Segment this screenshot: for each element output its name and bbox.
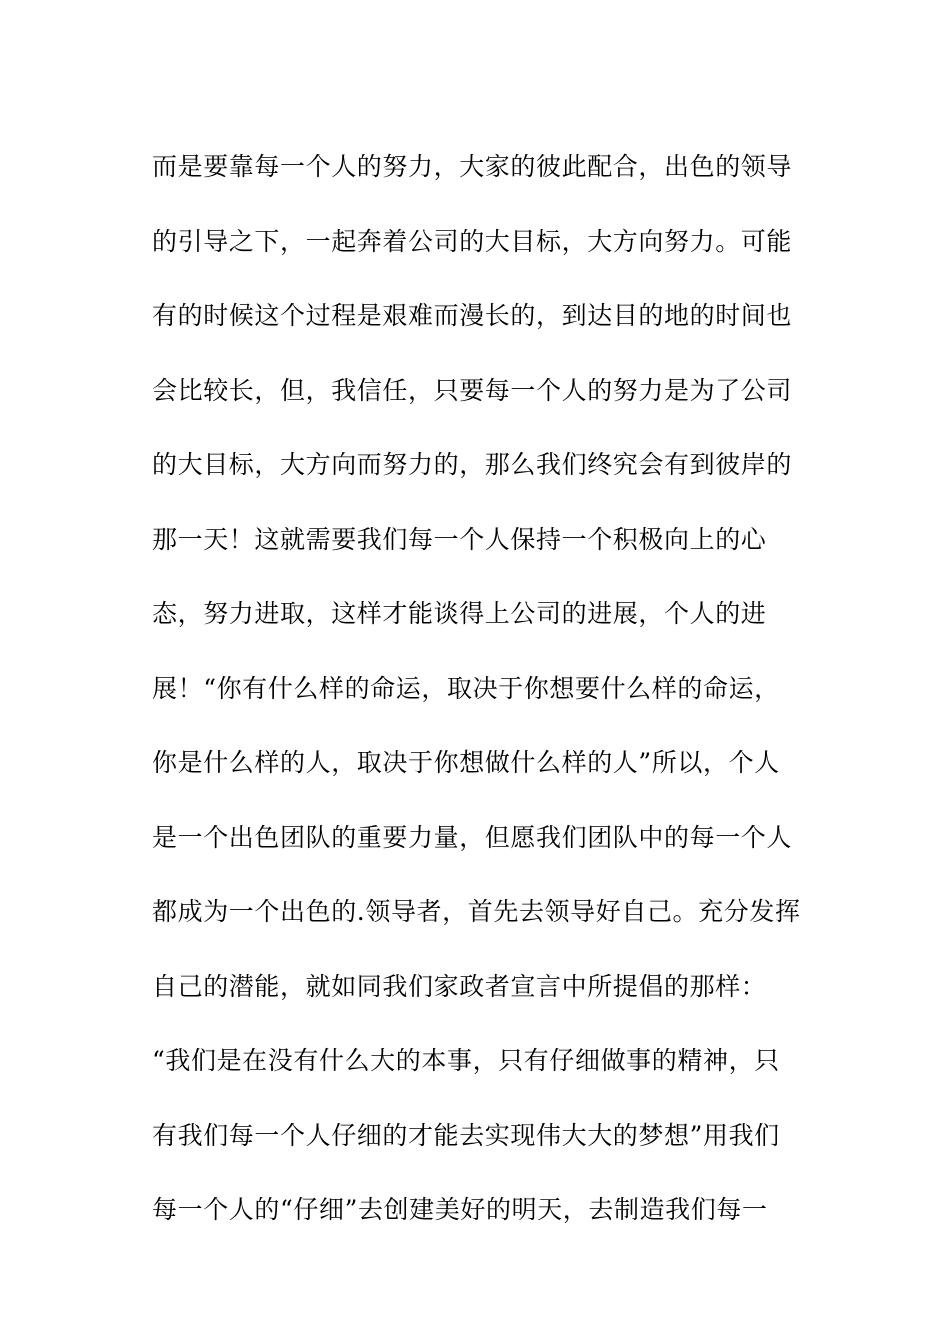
text-line: 有我们每一个人仔细的才能去实现伟大大的梦想”用我们 [152,1120,780,1150]
document-body-text [152,130,812,1248]
text-line: 那一天！这就需要我们每一个人保持一个积极向上的心 [152,524,767,554]
text-line: 的大目标，大方向而努力的，那么我们终究会有到彼岸的 [152,450,793,479]
text-line: 而是要靠每一个人的努力，大家的彼此配合，出色的领导 [152,152,793,181]
text-line: 自己的潜能，就如同我们家政者宣言中所提倡的那样： [152,971,767,1001]
text-line: 的引导之下，一起奔着公司的大目标，大方向努力。可能 [152,226,793,256]
text-line: 是一个出色团队的重要力量，但愿我们团队中的每一个人 [152,822,793,852]
text-line: 有的时候这个过程是艰难而漫长的，到达目的地的时间也 [152,301,793,330]
text-line: 展！“你有什么样的命运，取决于你想要什么样的命运， [152,673,780,703]
text-line: 每一个人的“仔细”去创建美好的明天，去制造我们每一 [152,1195,768,1224]
text-line: 都成为一个出色的.领导者，首先去领导好自己。充分发挥 [152,897,801,926]
text-line: 会比较长，但，我信任，只要每一个人的努力是为了公司 [152,375,793,405]
text-line: “我们是在没有什么大的本事，只有仔细做事的精神，只 [152,1046,780,1075]
text-line: 态，努力进取，这样才能谈得上公司的进展，个人的进 [152,599,767,628]
text-line: 你是什么样的人，取决于你想做什么样的人”所以，个人 [152,748,780,777]
